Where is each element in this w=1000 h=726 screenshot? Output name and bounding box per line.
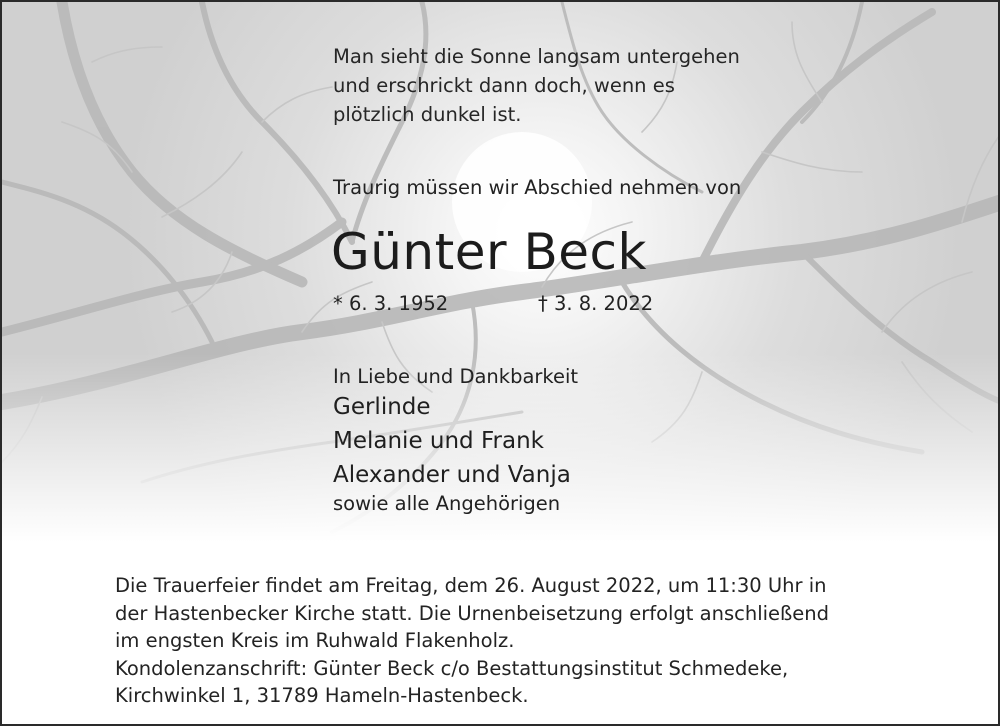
mourner-name: Alexander und Vanja	[333, 462, 571, 488]
deceased-name: Günter Beck	[331, 223, 647, 281]
ceremony-details	[115, 572, 829, 710]
mourners-intro: In Liebe und Dankbarkeit	[333, 365, 579, 388]
farewell-intro: Traurig müssen wir Abschied nehmen von	[333, 176, 742, 199]
condolence-address: Kondolenzanschrift: Günter Beck c/o Bestattungsinstitut Schmedeke,	[115, 656, 789, 680]
ceremony-line: im engsten Kreis im Ruhwald Flakenholz.	[115, 629, 515, 652]
relatives-line: sowie alle Angehörigen	[333, 492, 561, 515]
ceremony-line: Die Trauerfeier findet am Freitag, dem 26. August 2022, um 11:30 Uhr in	[115, 574, 827, 597]
poem-line: plötzlich dunkel ist.	[333, 103, 522, 126]
ceremony-line: der Hastenbecker Kirche statt. Die Urnenbeisetzung erfolgt anschließend	[115, 601, 830, 625]
birth-date: * 6. 3. 1952	[333, 292, 449, 315]
poem-line: und erschrickt dann doch, wenn es	[333, 74, 675, 97]
condolence-address: Kirchwinkel 1, 31789 Hameln-Hastenbeck.	[115, 684, 529, 707]
poem-verse	[333, 42, 740, 129]
poem-line: Man sieht die Sonne langsam untergehen	[333, 45, 740, 68]
mourner-name: Gerlinde	[333, 394, 431, 420]
death-date: † 3. 8. 2022	[538, 292, 654, 315]
mourner-name: Melanie und Frank	[333, 428, 544, 454]
